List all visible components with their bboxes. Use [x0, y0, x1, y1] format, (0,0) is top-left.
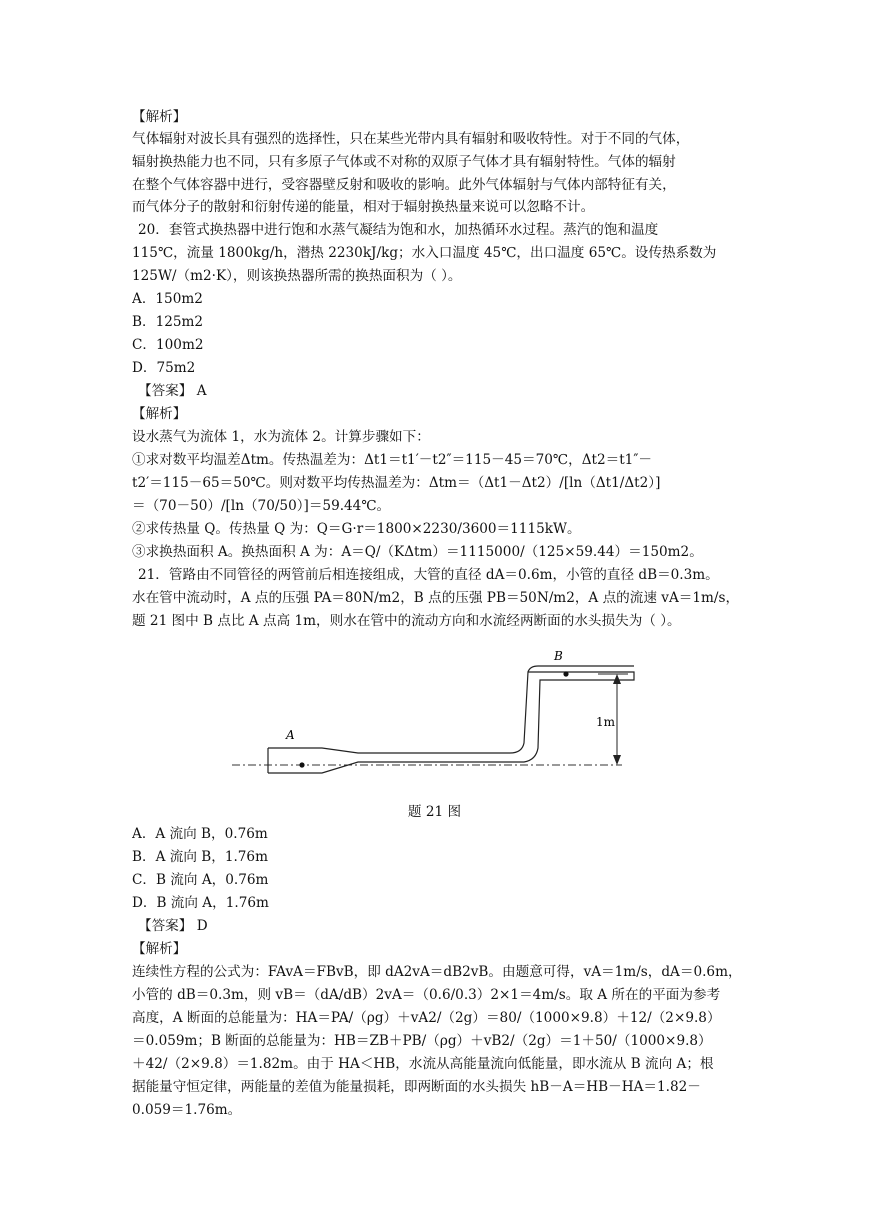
analysis-line: 据能量守恒定律，两能量的差值为能量损耗，即两断面的水头损失 hB－A＝HB－HA＝1.82－ — [132, 1079, 701, 1095]
analysis-label: 【解析】 — [132, 941, 187, 957]
arrow-down-icon — [613, 755, 621, 765]
question-21-stem: 题 21 图中 B 点比 A 点高 1m，则水在管中的流动方向和水流经两断面的水头损失为（ ）。 — [132, 613, 681, 629]
analysis-line: 设水蒸气为流体 1，水为流体 2。计算步骤如下： — [132, 429, 430, 445]
analysis-line: ＋42/（2×9.8）＝1.82m。由于 HA＜HB，水流从高能量流向低能量，即水流从 B 流向 A；根 — [132, 1056, 714, 1072]
question-21-stem: 21．管路由不同管径的两管前后相连接组成，大管的直径 dA＝0.6m，小管的直径 dB＝0.3m。 — [138, 567, 719, 583]
analysis-line: 在整个气体容器中进行，受容器壁反射和吸收的影响。此外气体辐射与气体内部特征有关， — [132, 177, 676, 193]
pipe-top-edge — [528, 666, 634, 672]
point-a-dot — [299, 762, 304, 767]
analysis-line: ①求对数平均温差Δtm。传热温差为：Δt1＝t1′－t2″＝115－45＝70℃，Δt2＝t1″－ — [132, 452, 653, 468]
label-b: B — [554, 649, 563, 663]
analysis-line: 0.059＝1.76m。 — [132, 1102, 242, 1118]
figure-caption: 题 21 图 — [407, 804, 462, 820]
analysis-label: 【解析】 — [132, 109, 187, 125]
analysis-label: 【解析】 — [132, 406, 187, 422]
analysis-line: 气体辐射对波长具有强烈的选择性，只在某些光带内具有辐射和吸收特性。对于不同的气体， — [132, 131, 690, 147]
point-b-dot — [563, 671, 568, 676]
option-c: C．100m2 — [132, 337, 204, 353]
label-a: A — [286, 728, 295, 742]
option-b: B．125m2 — [132, 314, 204, 330]
option-c: C．B 流向 A，0.76m — [132, 872, 269, 888]
pipe-figure — [0, 640, 869, 800]
answer: 【答案】 D — [138, 918, 208, 934]
question-21-stem: 水在管中流动时，A 点的压强 PA＝80N/m2，B 点的压强 PB＝50N/m2，A 点的流速 vA＝1m/s， — [132, 590, 740, 606]
analysis-line: 高度，A 断面的总能量为：HA＝PA/（ρg）＋vA2/（2g）＝80/（1000×9.8）＋12/（2×9.8） — [132, 1010, 721, 1026]
analysis-line: ＝（70－50）/[ln（70/50）]＝59.44℃。 — [132, 498, 391, 514]
height-label: 1m — [596, 715, 616, 729]
question-20-stem: 125W/（m2·K），则该换热器所需的换热面积为（ ）。 — [132, 268, 462, 284]
question-20-stem: 115℃，流量 1800kg/h，潜热 2230kJ/kg；水入口温度 45℃，出口温度 65℃。设传热系数为 — [132, 245, 717, 261]
analysis-line: ③求换热面积 A。换热面积 A 为：A＝Q/（KΔtm）＝1115000/（125×59.44）＝150m2。 — [132, 544, 703, 560]
analysis-line: 辐射换热能力也不同，只有多原子气体或不对称的双原子气体才具有辐射特性。气体的辐射 — [132, 154, 676, 170]
analysis-line: ②求传热量 Q。传热量 Q 为：Q＝G·r＝1800×2230/3600＝1115kW。 — [132, 521, 581, 537]
analysis-line: 连续性方程的公式为：FAvA＝FBvB，即 dA2vA＝dB2vB。由题意可得，vA＝1m/s，dA＝0.6m， — [132, 964, 742, 980]
analysis-line: ＝0.059m；B 断面的总能量为：HB＝ZB＋PB/（ρg）＋vB2/（2g）＝1＋50/（1000×9.8） — [132, 1033, 712, 1049]
option-b: B．A 流向 B，1.76m — [132, 849, 268, 865]
question-20-stem: 20．套管式换热器中进行饱和水蒸气凝结为饱和水，加热循环水过程。蒸汽的饱和温度 — [138, 222, 659, 238]
arrow-up-icon — [613, 674, 621, 684]
option-a: A．150m2 — [132, 291, 203, 307]
analysis-line: t2′＝115－65＝50℃。则对数平均传热温差为：Δtm＝（Δt1－Δt2）/[ln（Δt1/Δt2）] — [132, 475, 661, 491]
analysis-line: 小管的 dB＝0.3m，则 vB＝（dA/dB）2vA＝（0.6/0.3）2×1＝4m/s。取 A 所在的平面为参考 — [132, 987, 721, 1003]
option-d: D．75m2 — [132, 360, 196, 376]
option-a: A．A 流向 B，0.76m — [132, 826, 268, 842]
pipe-outline — [268, 672, 634, 773]
answer: 【答案】 A — [138, 383, 207, 399]
option-d: D．B 流向 A，1.76m — [132, 895, 269, 911]
analysis-line: 而气体分子的散射和衍射传递的能量，相对于辐射换热量来说可以忽略不计。 — [132, 199, 595, 215]
